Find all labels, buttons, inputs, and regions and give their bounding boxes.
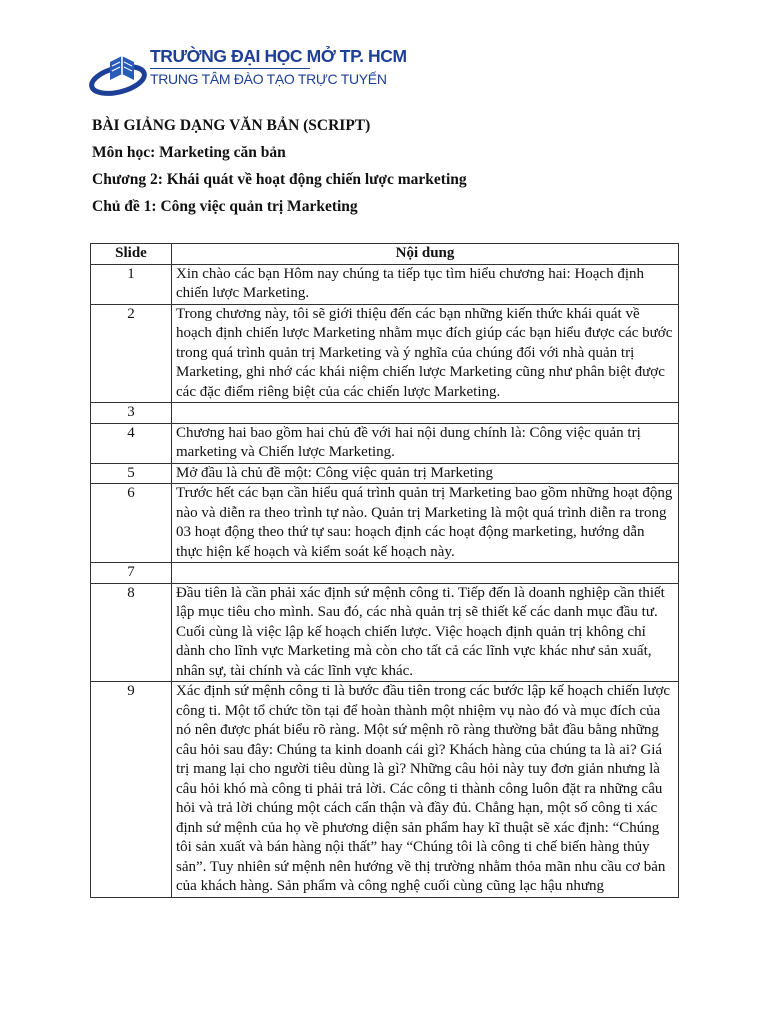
slide-content: Đầu tiên là cần phải xác định sứ mệnh công ti. Tiếp đến là doanh nghiệp cần thiết lập mục tiêu cho mình. Sau đó, các nhà quản trị sẽ thiết kế các danh mục đầu tư. Cuối cùng là việc lập kế hoạch chiến lược. Việc hoạch định quản trị không chỉ dành cho lĩnh vực Marketing mà còn cho tất cả các lĩnh vực khác như sản xuất, nhân sự, tài chính và các lĩnh vực khác. [172,583,679,682]
subject-line: Môn học: Marketing căn bản [92,144,286,161]
slide-content [172,403,679,424]
slide-content: Trong chương này, tôi sẽ giới thiệu đến các bạn những kiến thức khái quát về hoạch định chiến lược Marketing nhằm mục đích giúp các bạn hiểu được các bước trong quá trình quản trị Marketing và ý nghĩa của chúng đối với nhà quản trị Marketing, ghi nhớ các khái niệm chiến lược Marketing cũng như phân biệt được các đặc điểm riêng biệt của các chiến lược Marketing. [172,304,679,403]
university-logo [88,44,407,100]
table-row [91,463,679,484]
table-row [91,403,679,424]
logo-center-name: TRUNG TÂM ĐÀO TẠO TRỰC TUYẾN [150,71,387,87]
logo-divider [150,68,310,69]
slide-number: 8 [91,583,172,682]
table-row [91,682,679,898]
table-row [91,583,679,682]
chapter-line: Chương 2: Khái quát về hoạt động chiến lược marketing [92,171,467,188]
table-row [91,484,679,563]
slide-number: 3 [91,403,172,424]
slide-content: Xác định sứ mệnh công ti là bước đầu tiên trong các bước lập kế hoạch chiến lược công ti. Một tổ chức tồn tại để hoàn thành một nhiệm vụ nào đó và mục đích của nó nên được phát biểu rõ ràng. Một sứ mệnh rõ ràng thường bắt đầu bằng những câu hỏi sau đây: Chúng ta kinh doanh cái gì? Khách hàng của chúng ta là ai? Giá trị mang lại cho người tiêu dùng là gì? Những câu hỏi này tuy đơn giản nhưng là câu hỏi khó mà công ti phải trả lời. Các công ti thành công luôn đặt ra những câu hỏi và trả lời chúng một cách cẩn thận và đầy đủ. Chẳng hạn, một số công ti xác định sứ mệnh của họ về phương diện sản phẩm hay kĩ thuật sẽ xác định: “Chúng tôi sản xuất và bán hàng nội thất” hay “Chúng tôi là công ti chế biến hàng thủy sản”. Tuy nhiên sứ mệnh nên hướng về thị trường nhằm thỏa mãn nhu cầu cơ bản của khách hàng. Sản phẩm và công nghệ cuối cùng cũng lạc hậu nhưng [172,682,679,898]
logo-university-name: TRƯỜNG ĐẠI HỌC MỞ TP. HCM [150,46,407,66]
table-row [91,304,679,403]
slide-number: 9 [91,682,172,898]
slide-number: 5 [91,463,172,484]
table-header-row [91,244,679,265]
slide-number: 2 [91,304,172,403]
slide-number: 7 [91,563,172,584]
slide-content: Xin chào các bạn Hôm nay chúng ta tiếp tục tìm hiểu chương hai: Hoạch định chiến lược Marketing. [172,264,679,304]
slide-content: Trước hết các bạn cần hiểu quá trình quản trị Marketing bao gồm những hoạt động nào và diễn ra theo trình tự nào. Quản trị Marketing là một quá trình diễn ra trong 03 hoạt động theo thứ tự sau: hoạch định các hoạt động marketing, hướng dẫn thực hiện kế hoạch và kiểm soát kế hoạch này. [172,484,679,563]
slide-content [172,563,679,584]
document-title: BÀI GIẢNG DẠNG VĂN BẢN (SCRIPT) [92,117,371,134]
slide-number: 6 [91,484,172,563]
slide-content: Chương hai bao gồm hai chủ đề với hai nội dung chính là: Công việc quản trị marketing và Chiến lược Marketing. [172,423,679,463]
slide-content: Mở đầu là chủ đề một: Công việc quản trị Marketing [172,463,679,484]
column-header-content: Nội dung [172,244,679,265]
slide-number: 1 [91,264,172,304]
table-row [91,423,679,463]
topic-line: Chủ đề 1: Công việc quản trị Marketing [92,198,358,215]
slide-number: 4 [91,423,172,463]
script-table [90,243,679,898]
table-row [91,563,679,584]
column-header-slide: Slide [91,244,172,265]
table-row [91,264,679,304]
book-swoosh-icon [88,44,150,100]
